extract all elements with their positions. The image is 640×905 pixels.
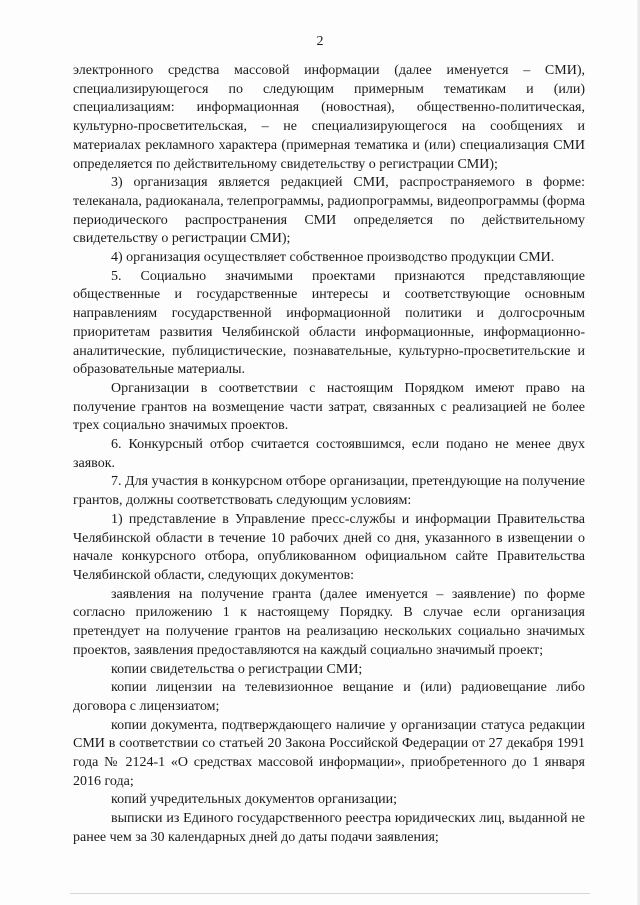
paragraph-12: копии документа, подтверждающего наличие у организации статуса редакции СМИ в соответствии со статьей 20 Закона Российской Федерации от 27 декабря 1991 года № 2124-1 «О средствах массовой информации», приобретенного до 1 января 2016 года; [73, 717, 585, 789]
paragraph-10: копии свидетельства о регистрации СМИ; [111, 661, 363, 677]
paragraph-3: 4) организация осуществляет собственное производство продукции СМИ. [111, 250, 555, 266]
paragraph-1: электронного средства массовой информации (далее именуется – СМИ), специализирующегося по следующим примерным тематикам и (или) специализациям: информационная (новостная), общественно-политическая, культурно-просветительская, – не специализирующегося на сообщениях и материалах рекламного характера (примерная тематика и (или) специализация СМИ определяется по действительному свидетельству о регистрации СМИ); [73, 63, 585, 172]
paragraph-8: 1) представление в Управление пресс-службы и информации Правительства Челябинской области в течение 10 рабочих дней со дня, указанного в извещении о начале конкурсного отбора, опубликованном официальном сайте Правительства Челябинской области, следующих документов: [73, 511, 585, 583]
bottom-edge-line [70, 893, 590, 894]
paragraph-6: 6. Конкурсный отбор считается состоявшимся, если подано не менее двух заявок. [73, 437, 585, 471]
paragraph-5: Организации в соответствии с настоящим Порядком имеют право на получение грантов на возмещение части затрат, связанных с реализацией не более трех социально значимых проектов. [73, 380, 585, 434]
page-number: 2 [316, 34, 324, 49]
paragraph-14: выписки из Единого государственного реестра юридических лиц, выданной не ранее чем за 30 календарных дней до даты подачи заявления; [73, 811, 585, 845]
paragraph-11: копии лицензии на телевизионное вещание и (или) радиовещание либо договора с лицензиатом; [73, 680, 585, 714]
paragraph-7: 7. Для участия в конкурсном отборе организации, претендующие на получение грантов, должны соответствовать следующим условиям: [73, 474, 585, 509]
paragraph-9: заявления на получение гранта (далее именуется – заявление) по форме согласно приложению 1 к настоящему Порядку. В случае если организация претендует на получение грантов на реализацию нескольких социально значимых проектов, заявления предоставляются на каждый социально значимый проект; [73, 586, 585, 658]
paragraph-2: 3) организация является редакцией СМИ, распространяемого в форме: телеканала, радиоканала, телепрограммы, радиопрограммы, видеопрограммы (форма периодического распространения СМИ определяется по действительному свидетельству о регистрации СМИ); [73, 175, 585, 247]
document-body [73, 62, 585, 848]
paragraph-4: 5. Социально значимыми проектами признаются представляющие общественные и государственные интересы и соответствующие основным направлениям государственной информационной политики и долгосрочным приоритетам развития Челябинской области информационные, информационно-аналитические, публицистические, познавательные, культурно-просветительские и образовательные материалы. [73, 268, 585, 378]
paragraph-13: копий учредительных документов организации; [111, 792, 398, 808]
